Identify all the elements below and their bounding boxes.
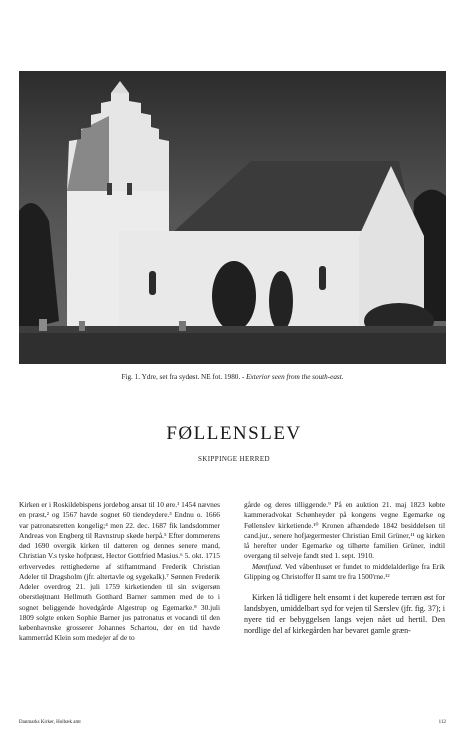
church-photograph <box>19 71 446 364</box>
paragraph-ownership: gårde og deres tilliggende.⁹ På en auktion 21. maj 1823 købte kammeradvokat Schønheyder på kongens vegne Egemarke og Føllenslev kirketiende.¹⁰ Kronen afhændede 1842 besiddelsen til cand.jur., senere hofjægermester Christian Emil Grüner,¹¹ og kirken lå herefter under Egemarke og tilhørte familien Grüner, indtil overgang til selveje fandt sted 1. sept. 1910. <box>244 500 445 561</box>
figure-caption <box>19 374 446 381</box>
caption-english: Exterior seen from the south-east. <box>246 373 344 381</box>
page-subtitle: SKIPPINGE HERRED <box>198 455 270 463</box>
paragraph-history: Kirken er i Roskildebispens jordebog ansat til 10 øre.¹ 1454 nævnes en præst,² og 1567 havde sognet 60 tiendeydere.³ Endnu o. 1666 var patronatsretten kongelig;⁴ men 22. dec. 1687 fik landsdommer Andreas von Engberg til Ravnstrup skøde herpå.⁵ Efter dommerens død 1690 overgik kirken til datteren og dennes senere mand, Christian V.s tyske hofpræst, Hector Gottfried Masius.⁶ 5. okt. 1715 erhvervedes rettighederne af stiftamtmand Frederik Christian Adeler til Dragsholm (jfr. altertavle og sygekalk).⁷ Sønnen Frederik Adeler overdrog 21. juli 1759 kirketienden til sin svigersøn oberstløjtnant Hellmuth Gotthard Barner sammen med de to i sognet beliggende hovedgårde Algestrup og Egemarke.⁸ 30.juli 1809 solgte enken Sophie Barner jus patronatus et vocandi til den københavnske grosserer Johannes Schartou, der en tid havde kammerråd Klein som medejer af de to <box>19 500 220 643</box>
paragraph-location: Kirken lå tidligere helt ensomt i det kuperede terræn øst for landsbyen, umiddelbart syd for vejen til Særslev (jfr. fig. 37); i nyere tid er bebyggelsen langs vejen nået ud hertil. Den nordlige del af kirkegården har bevaret gamle græn- <box>244 593 445 635</box>
caption-danish: Fig. 1. Ydre, set fra sydøst. NE fot. 1980. - <box>121 373 247 381</box>
page-title: FØLLENSLEV <box>166 423 302 444</box>
footer-publication: Danmarks Kirker, Holbæk amt <box>19 720 81 725</box>
text-column-left <box>19 500 220 644</box>
footer-page-number: 112 <box>438 720 446 725</box>
church-illustration <box>19 71 446 364</box>
coin-finds-label: Møntfund. <box>252 561 283 571</box>
coin-finds-text: Ved våbenhuset er fundet to middelalderlige fra Erik Glipping og Christoffer II samt tre fra 1500'rne.¹² <box>244 561 445 581</box>
paragraph-coin-finds <box>244 562 445 583</box>
text-column-right <box>244 500 445 636</box>
